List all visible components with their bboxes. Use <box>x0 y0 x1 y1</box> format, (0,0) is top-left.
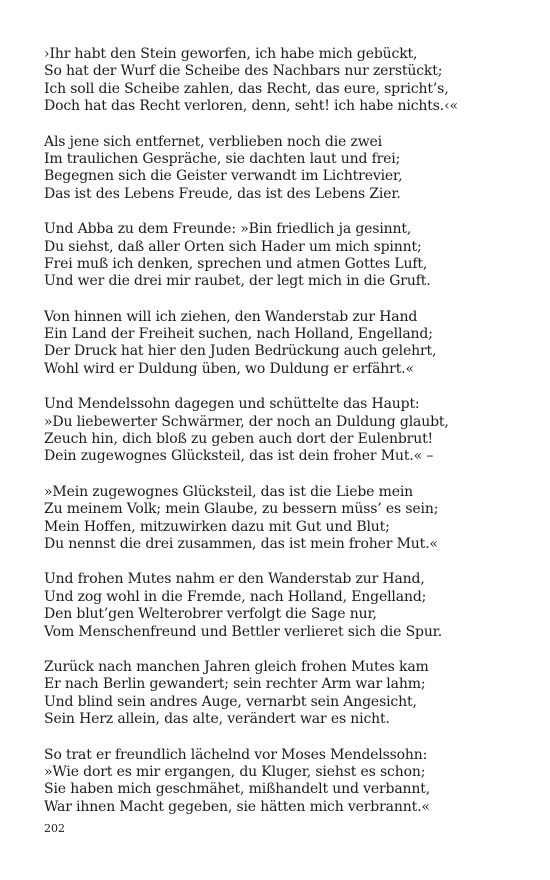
verse-line: Du nennst die drei zusammen, das ist mein froher Mut.« <box>44 535 438 552</box>
verse-line: Vom Menschenfreund und Bettler verlieret sich die Spur. <box>44 623 442 640</box>
verse-line: Du siehst, daß aller Orten sich Hader um mich spinnt; <box>44 238 422 255</box>
verse-line: Zeuch hin, dich bloß zu geben auch dort der Eulenbrut! <box>44 431 434 448</box>
verse-line: Ein Land der Freiheit suchen, nach Holland, Engelland; <box>44 326 433 343</box>
verse-line: Als jene sich entfernet, verblieben noch die zwei <box>44 133 382 150</box>
verse-line: Sie haben mich geschmähet, mißhandelt und verbannt, <box>44 781 431 798</box>
verse-line: Der Druck hat hier den Juden Bedrückung auch gelehrt, <box>44 343 437 360</box>
verse-line: »Mein zugewognes Glücksteil, das ist die Liebe mein <box>44 483 414 500</box>
verse-line: Das ist des Lebens Freude, das ist des Lebens Zier. <box>44 185 401 202</box>
verse-line: »Du liebewerter Schwärmer, der noch an Duldung glaubt, <box>44 413 449 430</box>
verse-line: So hat der Wurf die Scheibe des Nachbars nur zerstückt; <box>44 63 443 80</box>
verse-line: Und zog wohl in die Fremde, nach Holland, Engelland; <box>44 588 427 605</box>
verse-line: Wohl wird er Duldung üben, wo Duldung er erfährt.« <box>44 360 414 377</box>
stanza-4 <box>44 309 514 379</box>
verse-line: Zurück nach manchen Jahren gleich frohen Mutes kam <box>44 658 429 675</box>
verse-line: Begegnen sich die Geister verwandt im Lichtrevier, <box>44 168 403 185</box>
verse-line: Und wer die drei mir raubet, der legt mich in die Gruft. <box>44 273 431 290</box>
verse-line: Im traulichen Gespräche, sie dachten laut und frei; <box>44 150 401 167</box>
verse-line: Und frohen Mutes nahm er den Wanderstab zur Hand, <box>44 571 425 588</box>
verse-line: Sein Herz allein, das alte, verändert war es nicht. <box>44 711 390 728</box>
page-number: 202 <box>44 822 65 835</box>
verse-line: So trat er freundlich lächelnd vor Moses Mendelssohn: <box>44 746 428 763</box>
stanza-1 <box>44 46 514 116</box>
verse-line: Zu meinem Volk; mein Glaube, zu bessern müss’ es sein; <box>44 501 439 518</box>
verse-line: Den blut’gen Welterobrer verfolgt die Sage nur, <box>44 606 377 623</box>
verse-line: Frei muß ich denken, sprechen und atmen Gottes Luft, <box>44 255 428 272</box>
verse-line: Doch hat das Recht verloren, denn, seht! ich habe nichts.‹« <box>44 98 458 115</box>
verse-line: Und blind sein andres Auge, vernarbt sein Angesicht, <box>44 693 417 710</box>
stanza-3 <box>44 221 514 291</box>
verse-line: Dein zugewognes Glücksteil, das ist dein froher Mut.« – <box>44 448 434 465</box>
verse-line: Und Abba zu dem Freunde: »Bin friedlich ja gesinnt, <box>44 221 412 238</box>
stanza-7 <box>44 571 514 641</box>
verse-line: Und Mendelssohn dagegen und schüttelte das Haupt: <box>44 396 420 413</box>
verse-line: Mein Hoffen, mitzuwirken dazu mit Gut und Blut; <box>44 518 390 535</box>
verse-line: »Wie dort es mir ergangen, du Kluger, siehst es schon; <box>44 763 426 780</box>
stanza-6 <box>44 484 514 554</box>
stanza-5 <box>44 396 514 466</box>
verse-line: Ich soll die Scheibe zahlen, das Recht, das eure, spricht’s, <box>44 80 449 97</box>
verse-line: Von hinnen will ich ziehen, den Wanderstab zur Hand <box>44 308 418 325</box>
stanza-9 <box>44 747 514 817</box>
poem-body <box>44 46 514 834</box>
verse-line: War ihnen Macht gegeben, sie hätten mich verbrannt.« <box>44 798 430 815</box>
verse-line: Er nach Berlin gewandert; sein rechter Arm war lahm; <box>44 676 426 693</box>
stanza-8 <box>44 659 514 729</box>
verse-line: ›Ihr habt den Stein geworfen, ich habe mich gebückt, <box>44 46 418 62</box>
stanza-2 <box>44 134 514 204</box>
